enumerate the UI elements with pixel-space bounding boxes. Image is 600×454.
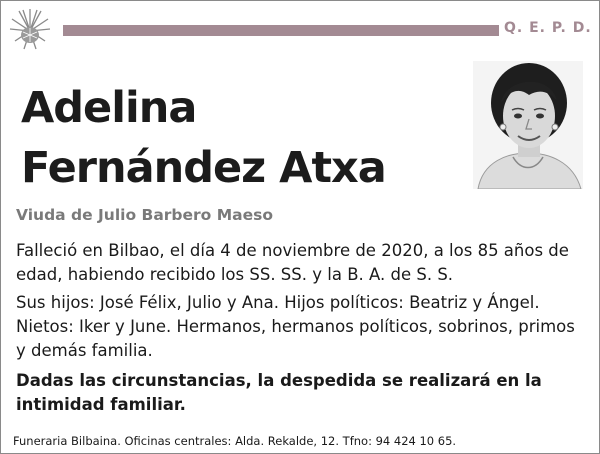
widow-line: Viuda de Julio Barbero Maeso [16, 206, 273, 224]
farewell-notice-paragraph: Dadas las circunstancias, la despedida se realizará en la intimidad familiar. [16, 371, 542, 414]
thistle-flower-icon [7, 5, 53, 53]
family-paragraph: Sus hijos: José Félix, Julio y Ana. Hijos políticos: Beatriz y Ángel. Nietos: Iker y June. Hermanos, hermanos políticos, sobrinos, primos y demás familia. [16, 293, 575, 360]
death-details-paragraph: Falleció en Bilbao, el día 4 de noviembre de 2020, a los 85 años de edad, habiendo recibido los SS. SS. y la B. A. de S. S. [16, 241, 569, 284]
funeral-home-footer: Funeraria Bilbaina. Oficinas centrales: Alda. Rekalde, 12. Tfno: 94 424 10 65. [13, 434, 457, 448]
deceased-surnames: Fernández Atxa [21, 143, 386, 193]
portrait-photo [473, 61, 583, 189]
qepd-label: Q. E. P. D. [504, 20, 592, 36]
header-bar [63, 25, 499, 36]
deceased-first-name: Adelina [21, 83, 197, 133]
